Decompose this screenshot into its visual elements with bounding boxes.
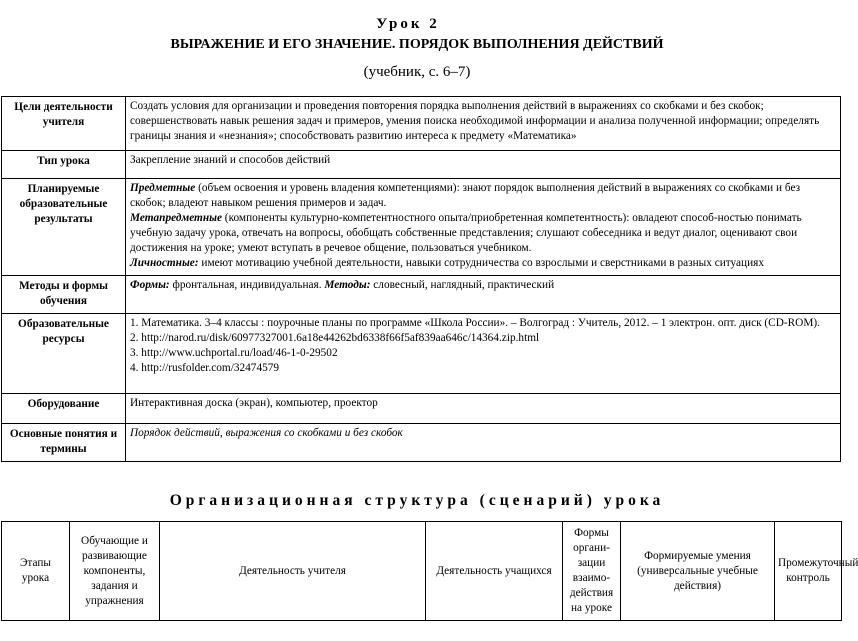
row-value: Создать условия для организации и проведения повторения порядка выполнения действий в выражениях со скобками и без скобок; совершенствовать навык решения задач и примеров, умения поиска необходимой информации и анализа полученной информации; определять границы знания и «незнания»; способствовать развитию интереса к предмету «Математика» [126, 97, 841, 151]
column-header: Этапы урока [2, 522, 70, 621]
row-terms [2, 424, 841, 462]
row-label: Образовательные ресурсы [2, 314, 126, 394]
row-value [126, 314, 841, 394]
row-lesson-type [2, 151, 841, 179]
row-goals [2, 97, 841, 151]
row-resources [2, 314, 841, 394]
row-value [126, 179, 841, 276]
row-methods [2, 276, 841, 314]
lesson-info-table [1, 96, 841, 462]
resource-link[interactable]: 2. http://narod.ru/disk/60977327001.6a18e44262bd6338f66f5af839aa646c/14364.zip.html [130, 332, 540, 344]
lesson-topic: ВЫРАЖЕНИЕ И ЕГО ЗНАЧЕНИЕ. ПОРЯДОК ВЫПОЛНЕНИЯ ДЕЙСТВИЙ [170, 37, 664, 52]
resource-link[interactable]: 3. http://www.uchportal.ru/load/46-1-0-29502 [130, 347, 338, 359]
forms-label: Формы: [130, 279, 170, 291]
column-header: Деятельность учителя [160, 522, 426, 621]
row-label: Методы и формы обучения [2, 276, 126, 314]
row-label: Основные понятия и термины [2, 424, 126, 462]
subject-label: Предметные [130, 182, 196, 194]
row-value: Закрепление знаний и способов действий [126, 151, 841, 179]
textbook-reference: (учебник, с. 6–7) [363, 64, 471, 80]
methods-text: словесный, наглядный, практический [370, 279, 555, 291]
lesson-structure-table [1, 521, 858, 621]
row-value: Интерактивная доска (экран), компьютер, проектор [126, 394, 841, 424]
personal-text: имеют мотивацию учебной деятельности, навыки сотрудничества со взрослыми и сверстниками в разных ситуациях [198, 257, 764, 269]
lesson-number: Урок 2 [376, 16, 440, 32]
column-header: Промежуточный контроль [775, 522, 842, 621]
resource-item: 1. Математика. 3–4 классы : поурочные планы по программе «Школа России». – Волгоград : Учитель, 2012. – 1 электрон. опт. диск (CD-ROM). [130, 317, 820, 329]
forms-text: фронтальная, индивидуальная. [169, 279, 325, 291]
row-equipment [2, 394, 841, 424]
structure-header-row [2, 522, 842, 621]
meta-text: (компоненты культурно-компетентностного опыта/приобретенная компетентность): овладеют способ-ностью понимать учебную задачу урока, отвечать на вопросы, обобщать собственные представления; слушают собеседника и ведут диалог, оценивают свои достижения на уроке; умеют вступать в речевое общение, пользоваться учебником. [130, 212, 802, 254]
row-value [126, 276, 841, 314]
meta-label: Метапредметные [130, 212, 222, 224]
row-planned-results [2, 179, 841, 276]
personal-label: Личностные: [130, 257, 199, 269]
row-label: Тип урока [2, 151, 126, 179]
column-header: Формируемые умения (универсальные учебные действия) [621, 522, 775, 621]
row-label: Цели деятельности учителя [2, 97, 126, 151]
row-value: Порядок действий, выражения со скобками и без скобок [126, 424, 841, 462]
subject-text: (объем освоения и уровень владения компетенциями): знают порядок выполнения действий в выражениях со скобками и без скобок; владеют навыком решения примеров и задач. [130, 182, 801, 209]
methods-label: Методы: [324, 279, 371, 291]
structure-title: Организационная структура (сценарий) урока [169, 492, 665, 509]
row-label: Оборудование [2, 394, 126, 424]
column-header: Формы органи-зации взаимо-действия на уроке [563, 522, 621, 621]
row-label: Планируемые образовательные результаты [2, 179, 126, 276]
column-header: Деятельность учащихся [426, 522, 563, 621]
resource-link[interactable]: 4. http://rusfolder.com/32474579 [130, 362, 280, 374]
column-header: Обучающие и развивающие компоненты, задания и упражнения [70, 522, 160, 621]
